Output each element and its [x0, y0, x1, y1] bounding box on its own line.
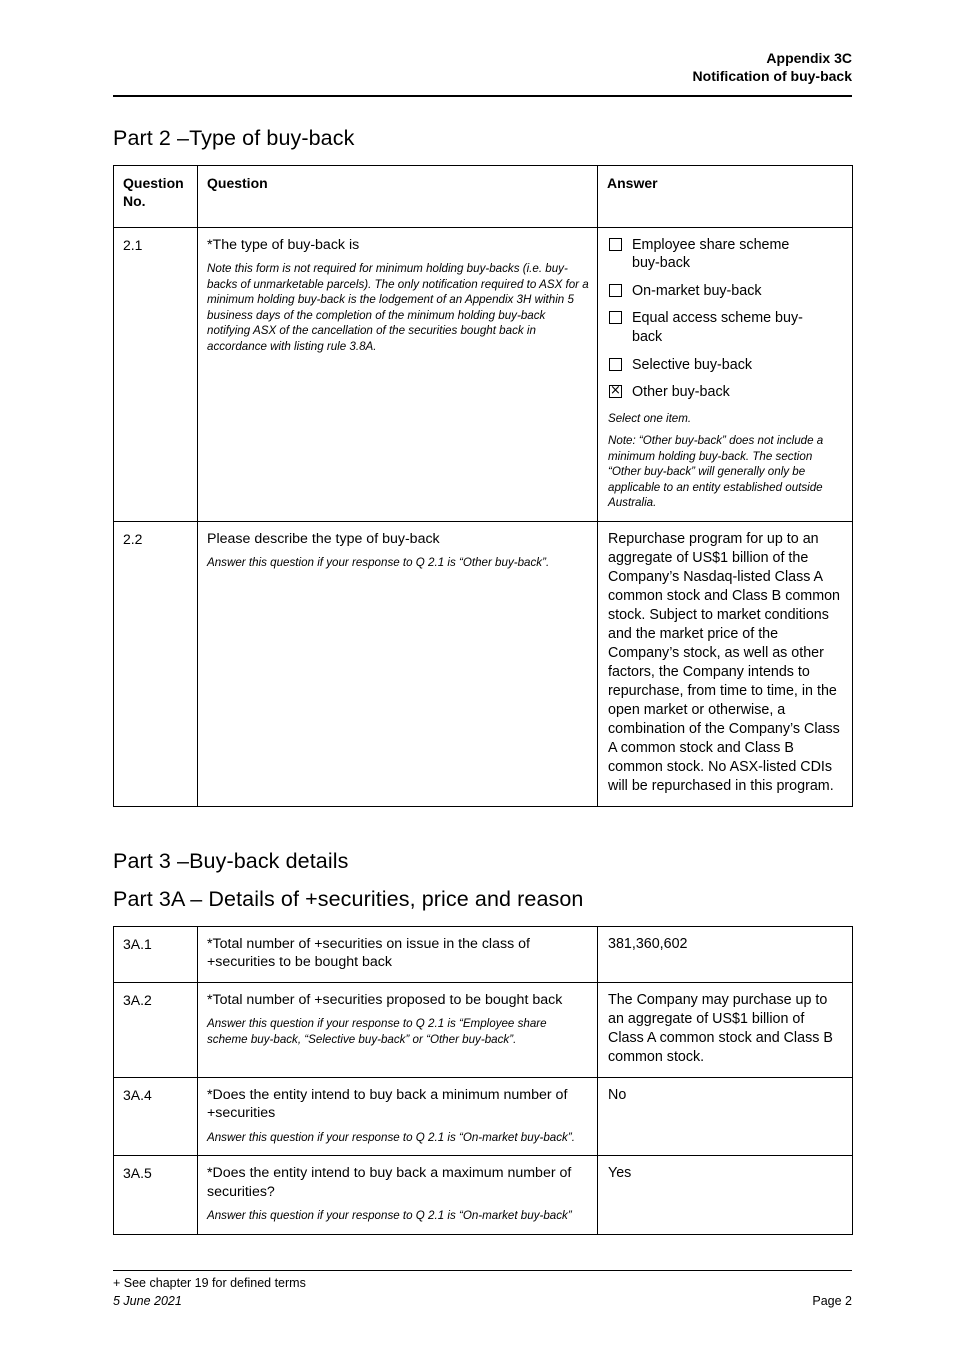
table-row-3a-2 — [114, 982, 853, 1077]
checkbox-label: Equal access scheme buy-back — [632, 310, 803, 346]
column-header-question-no: Question No. — [114, 165, 198, 227]
question-no-2-2: 2.2 — [114, 521, 198, 806]
question-note-3a-4: Answer this question if your response to Q 2.1 is “On-market buy-back”. — [207, 1130, 575, 1144]
part2-header-row — [114, 165, 853, 227]
part3a-heading: Part 3A – Details of +securities, price and reason — [113, 886, 584, 911]
question-note-2-2: Answer this question if your response to Q 2.1 is “Other buy-back”. — [207, 556, 550, 570]
question-title-3a-1: *Total number of +securities on issue in the class of +securities to be bought back — [207, 935, 530, 971]
question-no-3a-5: 3A.5 — [114, 1156, 198, 1234]
checkbox-employee-share-scheme[interactable] — [609, 238, 622, 251]
column-header-question: Question — [198, 165, 598, 227]
footer-divider — [113, 1270, 852, 1271]
column-header-answer: Answer — [598, 165, 853, 227]
question-title-2-2: Please describe the type of buy-back — [207, 530, 440, 547]
checkbox-option-employee-share-scheme[interactable] — [608, 236, 844, 273]
checkbox-label: Selective buy-back — [632, 356, 752, 373]
question-title-3a-2: *Total number of +securities proposed to be bought back — [207, 991, 563, 1008]
question-no-3a-2: 3A.2 — [114, 982, 198, 1077]
header-appendix-title: Appendix 3C — [766, 50, 852, 66]
page-footer — [113, 1270, 852, 1310]
question-note-3a-5: Answer this question if your response to Q 2.1 is “On-market buy-back” — [207, 1209, 572, 1223]
part2-heading: Part 2 –Type of buy-back — [113, 125, 355, 150]
header-form-title: Notification of buy-back — [692, 67, 852, 84]
checkbox-option-selective[interactable] — [608, 356, 844, 375]
checkbox-on-market[interactable] — [609, 284, 622, 297]
checkbox-label: Employee share scheme buy-back — [632, 236, 790, 272]
other-buy-back-note: Note: “Other buy-back” does not include a minimum holding buy-back. The section “Other buy-back” will generally only be applicable to an entity established outside Australia. — [608, 434, 824, 510]
checkbox-selective[interactable] — [609, 358, 622, 371]
answer-3a-2: The Company may purchase up to an aggregate of US$1 billion of Class A common stock and Class B common stock. — [608, 991, 833, 1065]
table-row-2-2 — [114, 521, 853, 806]
checkbox-option-other[interactable] — [608, 383, 844, 402]
question-no-2-1: 2.1 — [114, 227, 198, 521]
question-note-2-1: Note this form is not required for minimum holding buy-backs (i.e. buy-backs of unmarketable parcels). The only notification required to ASX for a minimum holding buy-back is the lodgement of an Appendix 3H within 5 business days of the completion of the minimum holding buy-back notifying ASX of the cancellation of the securities bought back in accordance with listing rule 3.8A. — [207, 262, 589, 353]
checkbox-label: On-market buy-back — [632, 282, 762, 299]
footer-defined-terms: + See chapter 19 for defined terms — [113, 1276, 306, 1290]
question-title-3a-5: *Does the entity intend to buy back a maximum number of securities? — [207, 1165, 572, 1200]
checkbox-label: Other buy-back — [632, 384, 730, 401]
table-row-3a-5 — [114, 1156, 853, 1234]
answer-3a-4: No — [608, 1086, 627, 1103]
header-divider — [113, 95, 852, 97]
question-title-2-1: *The type of buy-back is — [207, 236, 360, 253]
checkbox-other-checked[interactable]: × — [610, 385, 621, 399]
part2-table — [113, 165, 853, 807]
answer-3a-5: Yes — [608, 1165, 632, 1182]
footer-date: 5 June 2021 — [113, 1293, 182, 1308]
document-header — [113, 50, 852, 86]
select-one-item-note: Select one item. — [608, 411, 692, 425]
part3-heading: Part 3 –Buy-back details — [113, 848, 349, 873]
table-row-3a-1 — [114, 926, 853, 982]
answer-3a-1: 381,360,602 — [608, 935, 688, 952]
answer-2-2: Repurchase program for up to an aggregate of US$1 billion of the Company’s Nasdaq-listed Class A common stock and Class B common stock. Subject to market conditions and the market price of the Company’s stock, as well as other factors, the Company intends to repurchase, from time to time, in the open market or otherwise, a combination of the Company’s Class A common stock and Class B common stock. No ASX-listed CDIs will be repurchased in this program. — [608, 530, 841, 794]
footer-page-number: Page 2 — [812, 1293, 852, 1308]
question-note-3a-2: Answer this question if your response to Q 2.1 is “Employee share scheme buy-back, “Selective buy-back” or “Other buy-back”. — [207, 1017, 547, 1046]
part3a-table — [113, 926, 853, 1235]
question-title-3a-4: *Does the entity intend to buy back a minimum number of +securities — [207, 1086, 568, 1122]
question-no-3a-1: 3A.1 — [114, 926, 198, 982]
table-row-2-1 — [114, 227, 853, 521]
checkbox-option-on-market[interactable] — [608, 282, 844, 301]
checkbox-equal-access[interactable] — [609, 311, 622, 324]
checkbox-option-equal-access[interactable] — [608, 309, 844, 346]
question-no-3a-4: 3A.4 — [114, 1077, 198, 1155]
table-row-3a-4 — [114, 1077, 853, 1155]
